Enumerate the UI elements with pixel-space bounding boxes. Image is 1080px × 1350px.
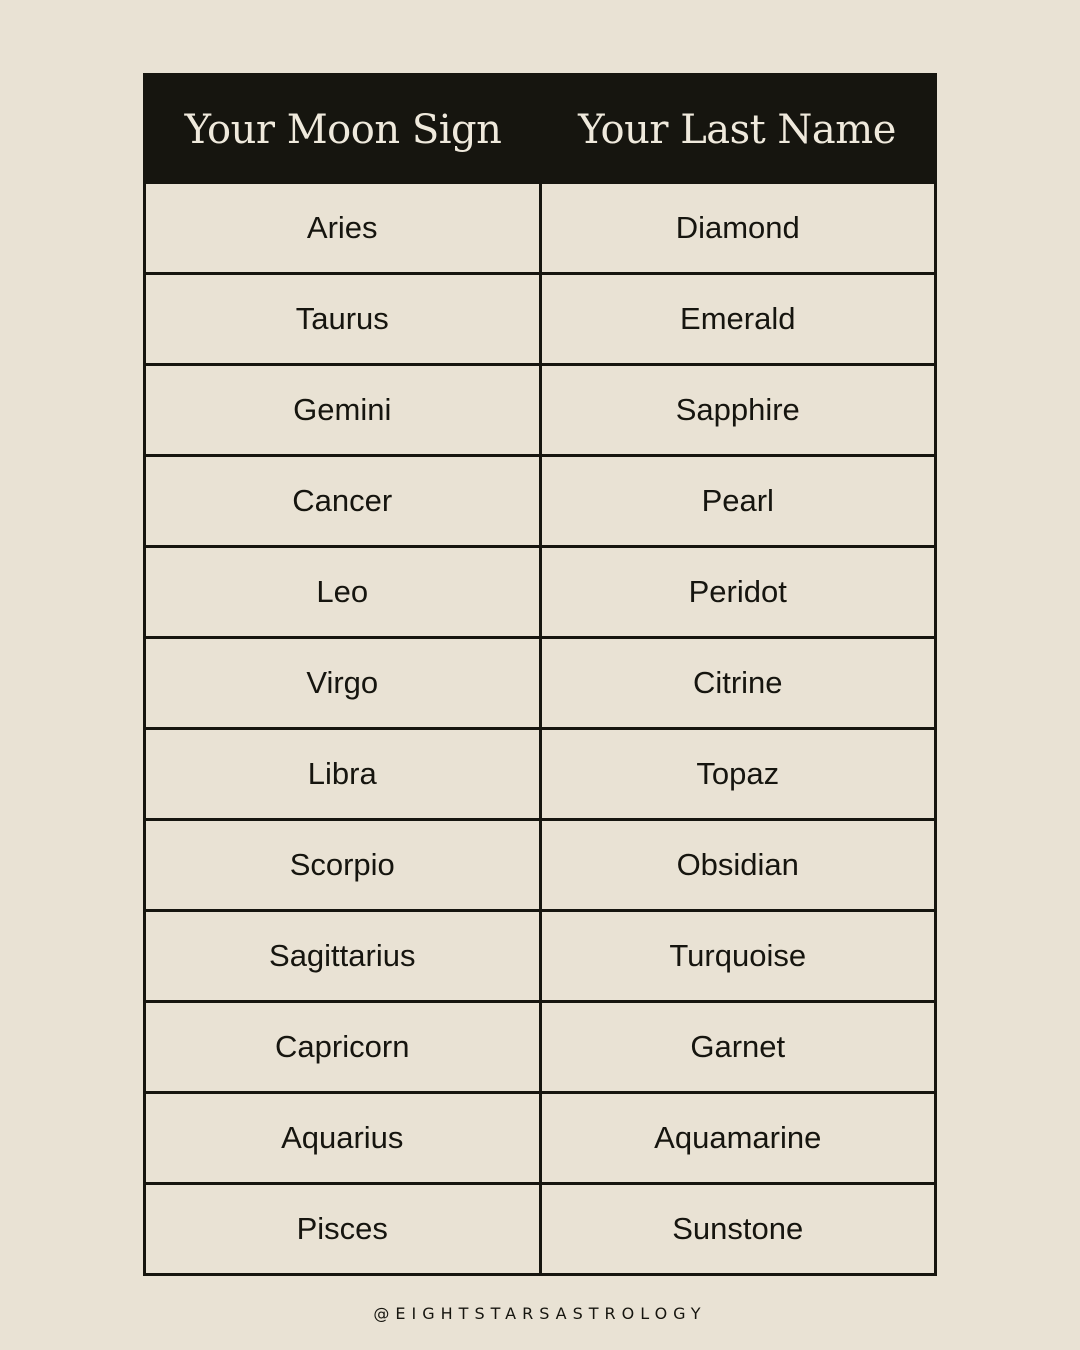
moon-sign-cell: Cancer bbox=[146, 457, 542, 545]
moon-sign-cell: Leo bbox=[146, 548, 542, 636]
last-name-cell: Aquamarine bbox=[654, 1120, 822, 1155]
table-row bbox=[146, 545, 934, 636]
table-row bbox=[146, 184, 934, 272]
footer-handle: @EIGHTSTARSASTROLOGY bbox=[373, 1304, 707, 1323]
table-row bbox=[146, 818, 934, 909]
table-row bbox=[146, 636, 934, 727]
table-header-row bbox=[146, 76, 934, 184]
moon-sign-cell: Aquarius bbox=[146, 1094, 542, 1182]
moon-sign-cell: Sagittarius bbox=[146, 912, 542, 1000]
header-last-name: Your Last Name bbox=[578, 107, 896, 153]
table-row bbox=[146, 454, 934, 545]
last-name-cell: Topaz bbox=[696, 756, 780, 791]
last-name-cell: Turquoise bbox=[669, 938, 807, 973]
moon-sign-cell: Taurus bbox=[146, 275, 542, 363]
last-name-cell: Diamond bbox=[675, 210, 800, 245]
moon-sign-cell: Pisces bbox=[146, 1185, 542, 1273]
table-row bbox=[146, 363, 934, 454]
table-row bbox=[146, 727, 934, 818]
last-name-cell: Peridot bbox=[688, 574, 787, 609]
table-body bbox=[146, 184, 934, 1273]
moon-sign-cell: Virgo bbox=[146, 639, 542, 727]
table-row bbox=[146, 1000, 934, 1091]
moon-sign-cell: Aries bbox=[146, 184, 542, 272]
table-row bbox=[146, 909, 934, 1000]
moon-sign-cell: Libra bbox=[146, 730, 542, 818]
moon-sign-table bbox=[143, 73, 937, 1276]
last-name-cell: Obsidian bbox=[676, 847, 799, 882]
last-name-cell: Emerald bbox=[680, 301, 796, 336]
table-row bbox=[146, 272, 934, 363]
table-row bbox=[146, 1182, 934, 1273]
moon-sign-cell: Capricorn bbox=[146, 1003, 542, 1091]
last-name-cell: Garnet bbox=[690, 1029, 786, 1064]
moon-sign-cell: Scorpio bbox=[146, 821, 542, 909]
last-name-cell: Citrine bbox=[692, 665, 783, 700]
last-name-cell: Pearl bbox=[701, 483, 774, 518]
header-moon-sign: Your Moon Sign bbox=[184, 107, 502, 153]
last-name-cell: Sapphire bbox=[675, 392, 800, 427]
last-name-cell: Sunstone bbox=[672, 1211, 804, 1246]
moon-sign-cell: Gemini bbox=[146, 366, 542, 454]
table-row bbox=[146, 1091, 934, 1182]
